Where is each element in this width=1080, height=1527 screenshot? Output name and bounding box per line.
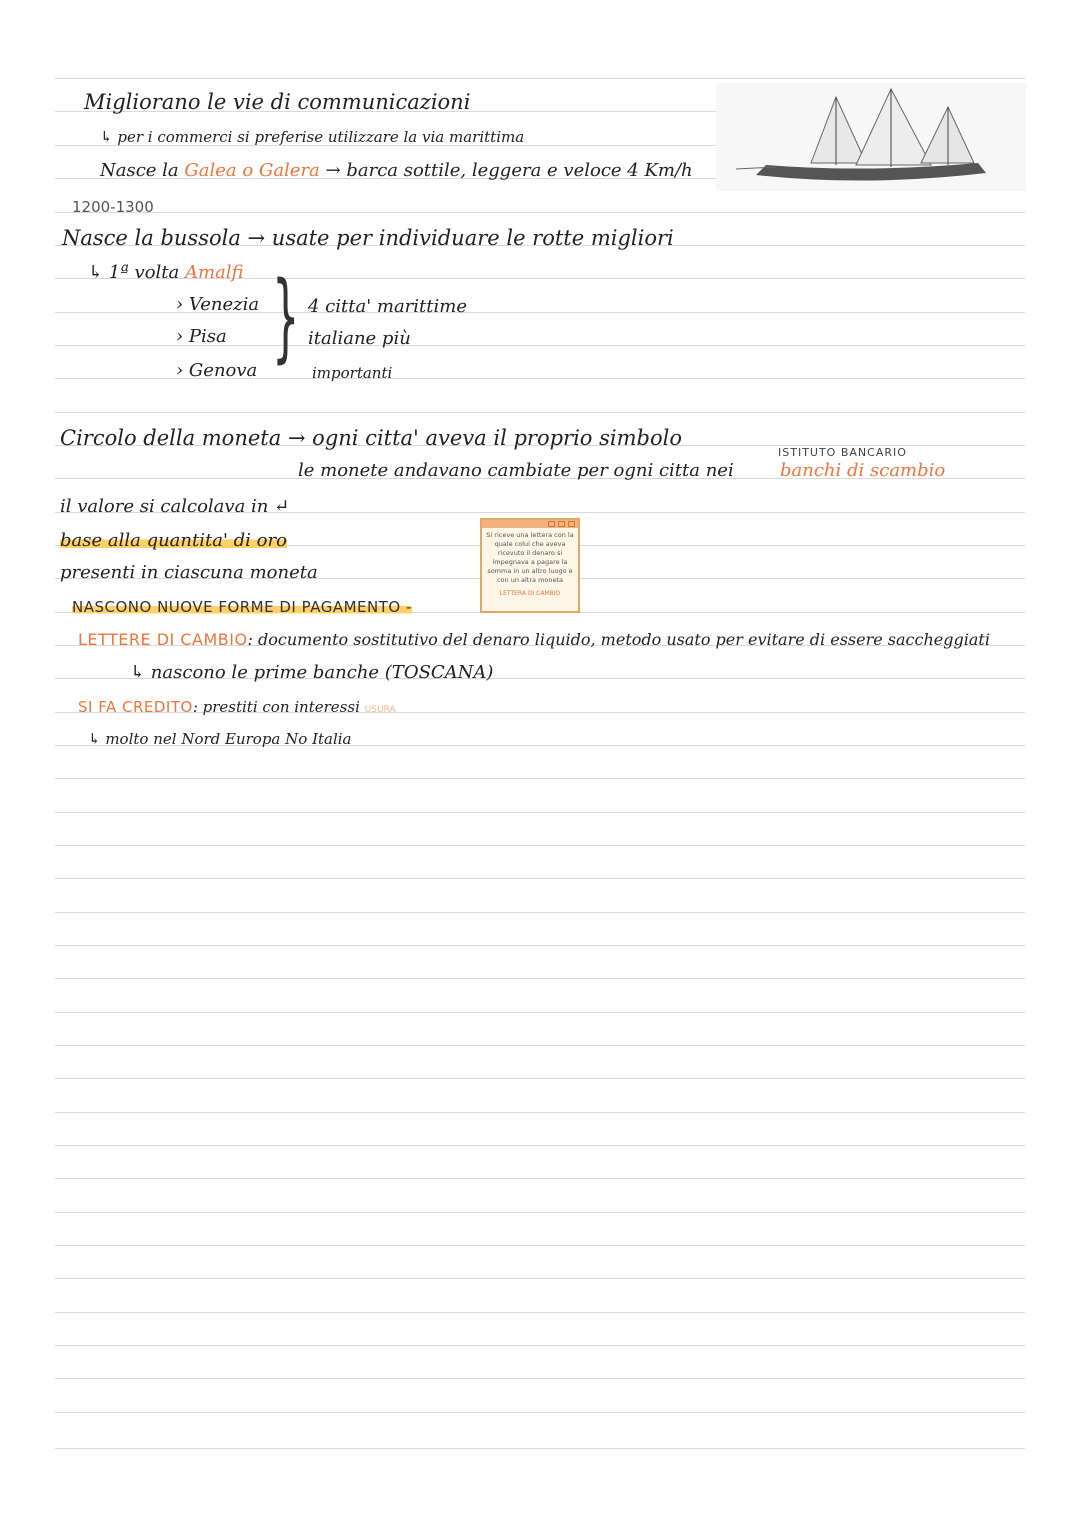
note-footer: LETTERA DI CAMBIO (499, 590, 561, 597)
ruled-line (55, 912, 1025, 913)
nuove-forme-highlight: NASCONO NUOVE FORME DI PAGAMENTO - (72, 598, 412, 616)
galea-ship-illustration (716, 83, 1026, 191)
curly-brace: } (272, 261, 300, 373)
heading-vie-comunicazione: Migliorano le vie di communicazioni (84, 90, 471, 114)
ruled-line (55, 1278, 1025, 1279)
ruled-line (55, 212, 1025, 213)
cities-note-3: importanti (312, 364, 393, 382)
ruled-line (55, 778, 1025, 779)
line-amalfi (88, 262, 244, 283)
ruled-line (55, 1245, 1025, 1246)
line-nuove-forme-pagamento (72, 598, 412, 616)
line-si-fa-credito (78, 698, 396, 716)
istituto-bancario-label: ISTITUTO BANCARIO (778, 446, 907, 459)
line-base-quantita (60, 530, 287, 551)
ruled-line (55, 1178, 1025, 1179)
banchi-di-scambio-term: banchi di scambio (780, 460, 946, 481)
ruled-line (55, 1412, 1025, 1413)
highlighted-text: base alla quantita' di oro (60, 530, 287, 551)
ruled-line (55, 1145, 1025, 1146)
note-close-icon (568, 521, 575, 527)
ruled-line (55, 878, 1025, 879)
galea-term: Galea o Galera (184, 160, 320, 181)
ruled-line (55, 1045, 1025, 1046)
ruled-line (55, 1312, 1025, 1313)
si-fa-credito-desc: : prestiti con interessi (192, 698, 360, 716)
usura-note: USURA (364, 705, 396, 715)
city-genova: › Genova (176, 360, 258, 381)
ruled-line (55, 1378, 1025, 1379)
note-body: Si riceve una lettera con la quale colui che aveva ricevuto il denaro si impegnava a pagare la somma in un altro luogo e con un altra moneta (486, 531, 574, 584)
city-pisa: › Pisa (176, 326, 227, 347)
si-fa-credito-term: SI FA CREDITO (78, 698, 193, 716)
line-via-marittima: ↳ per i commerci si preferise utilizzare la via marittima (100, 128, 525, 146)
lettere-di-cambio-desc: : documento sostitutivo del denaro liquido, metodo usato per evitare di essere saccheggiati (247, 630, 990, 649)
ruled-line (55, 1078, 1025, 1079)
line-circolo-moneta: Circolo della moneta → ogni citta' aveva il proprio simbolo (60, 426, 682, 450)
ruled-line (55, 1345, 1025, 1346)
line-lettere-di-cambio (78, 630, 990, 649)
ruled-line (55, 845, 1025, 846)
line-monete-cambiate: le monete andavano cambiate per ogni citta nei (298, 460, 734, 481)
line-amalfi-label: ↳ 1ª volta (88, 262, 180, 283)
note-min-icon (548, 521, 555, 527)
ruled-line (55, 1448, 1025, 1449)
line-bussola: Nasce la bussola → usate per individuare le rotte migliori (62, 226, 674, 250)
line-nord-europa: ↳ molto nel Nord Europa No Italia (88, 730, 352, 748)
cities-note-1: 4 citta' marittime (308, 296, 467, 317)
line-presenti: presenti in ciascuna moneta (60, 562, 318, 583)
date-range: 1200-1300 (72, 198, 154, 216)
ruled-line (55, 812, 1025, 813)
line-galea (100, 160, 693, 181)
ruled-line (55, 978, 1025, 979)
ruled-line (55, 78, 1025, 79)
cities-note-2: italiane più (308, 328, 411, 349)
ruled-line (55, 1012, 1025, 1013)
note-titlebar (482, 520, 578, 528)
ruled-line (55, 1112, 1025, 1113)
sticky-note-lettera (480, 518, 580, 613)
city-venezia: › Venezia (176, 294, 260, 315)
ruled-line (55, 412, 1025, 413)
line-valore: il valore si calcolava in ↵ (60, 496, 290, 517)
line-galea-start: Nasce la (100, 160, 179, 181)
lettere-di-cambio-term: LETTERE DI CAMBIO (78, 630, 248, 649)
ruled-line (55, 945, 1025, 946)
amalfi-term: Amalfi (185, 262, 244, 283)
note-max-icon (558, 521, 565, 527)
ruled-line (55, 1212, 1025, 1213)
line-prime-banche: ↳ nascono le prime banche (TOSCANA) (130, 662, 494, 683)
line-galea-desc: → barca sottile, leggera e veloce 4 Km/h (325, 160, 693, 181)
